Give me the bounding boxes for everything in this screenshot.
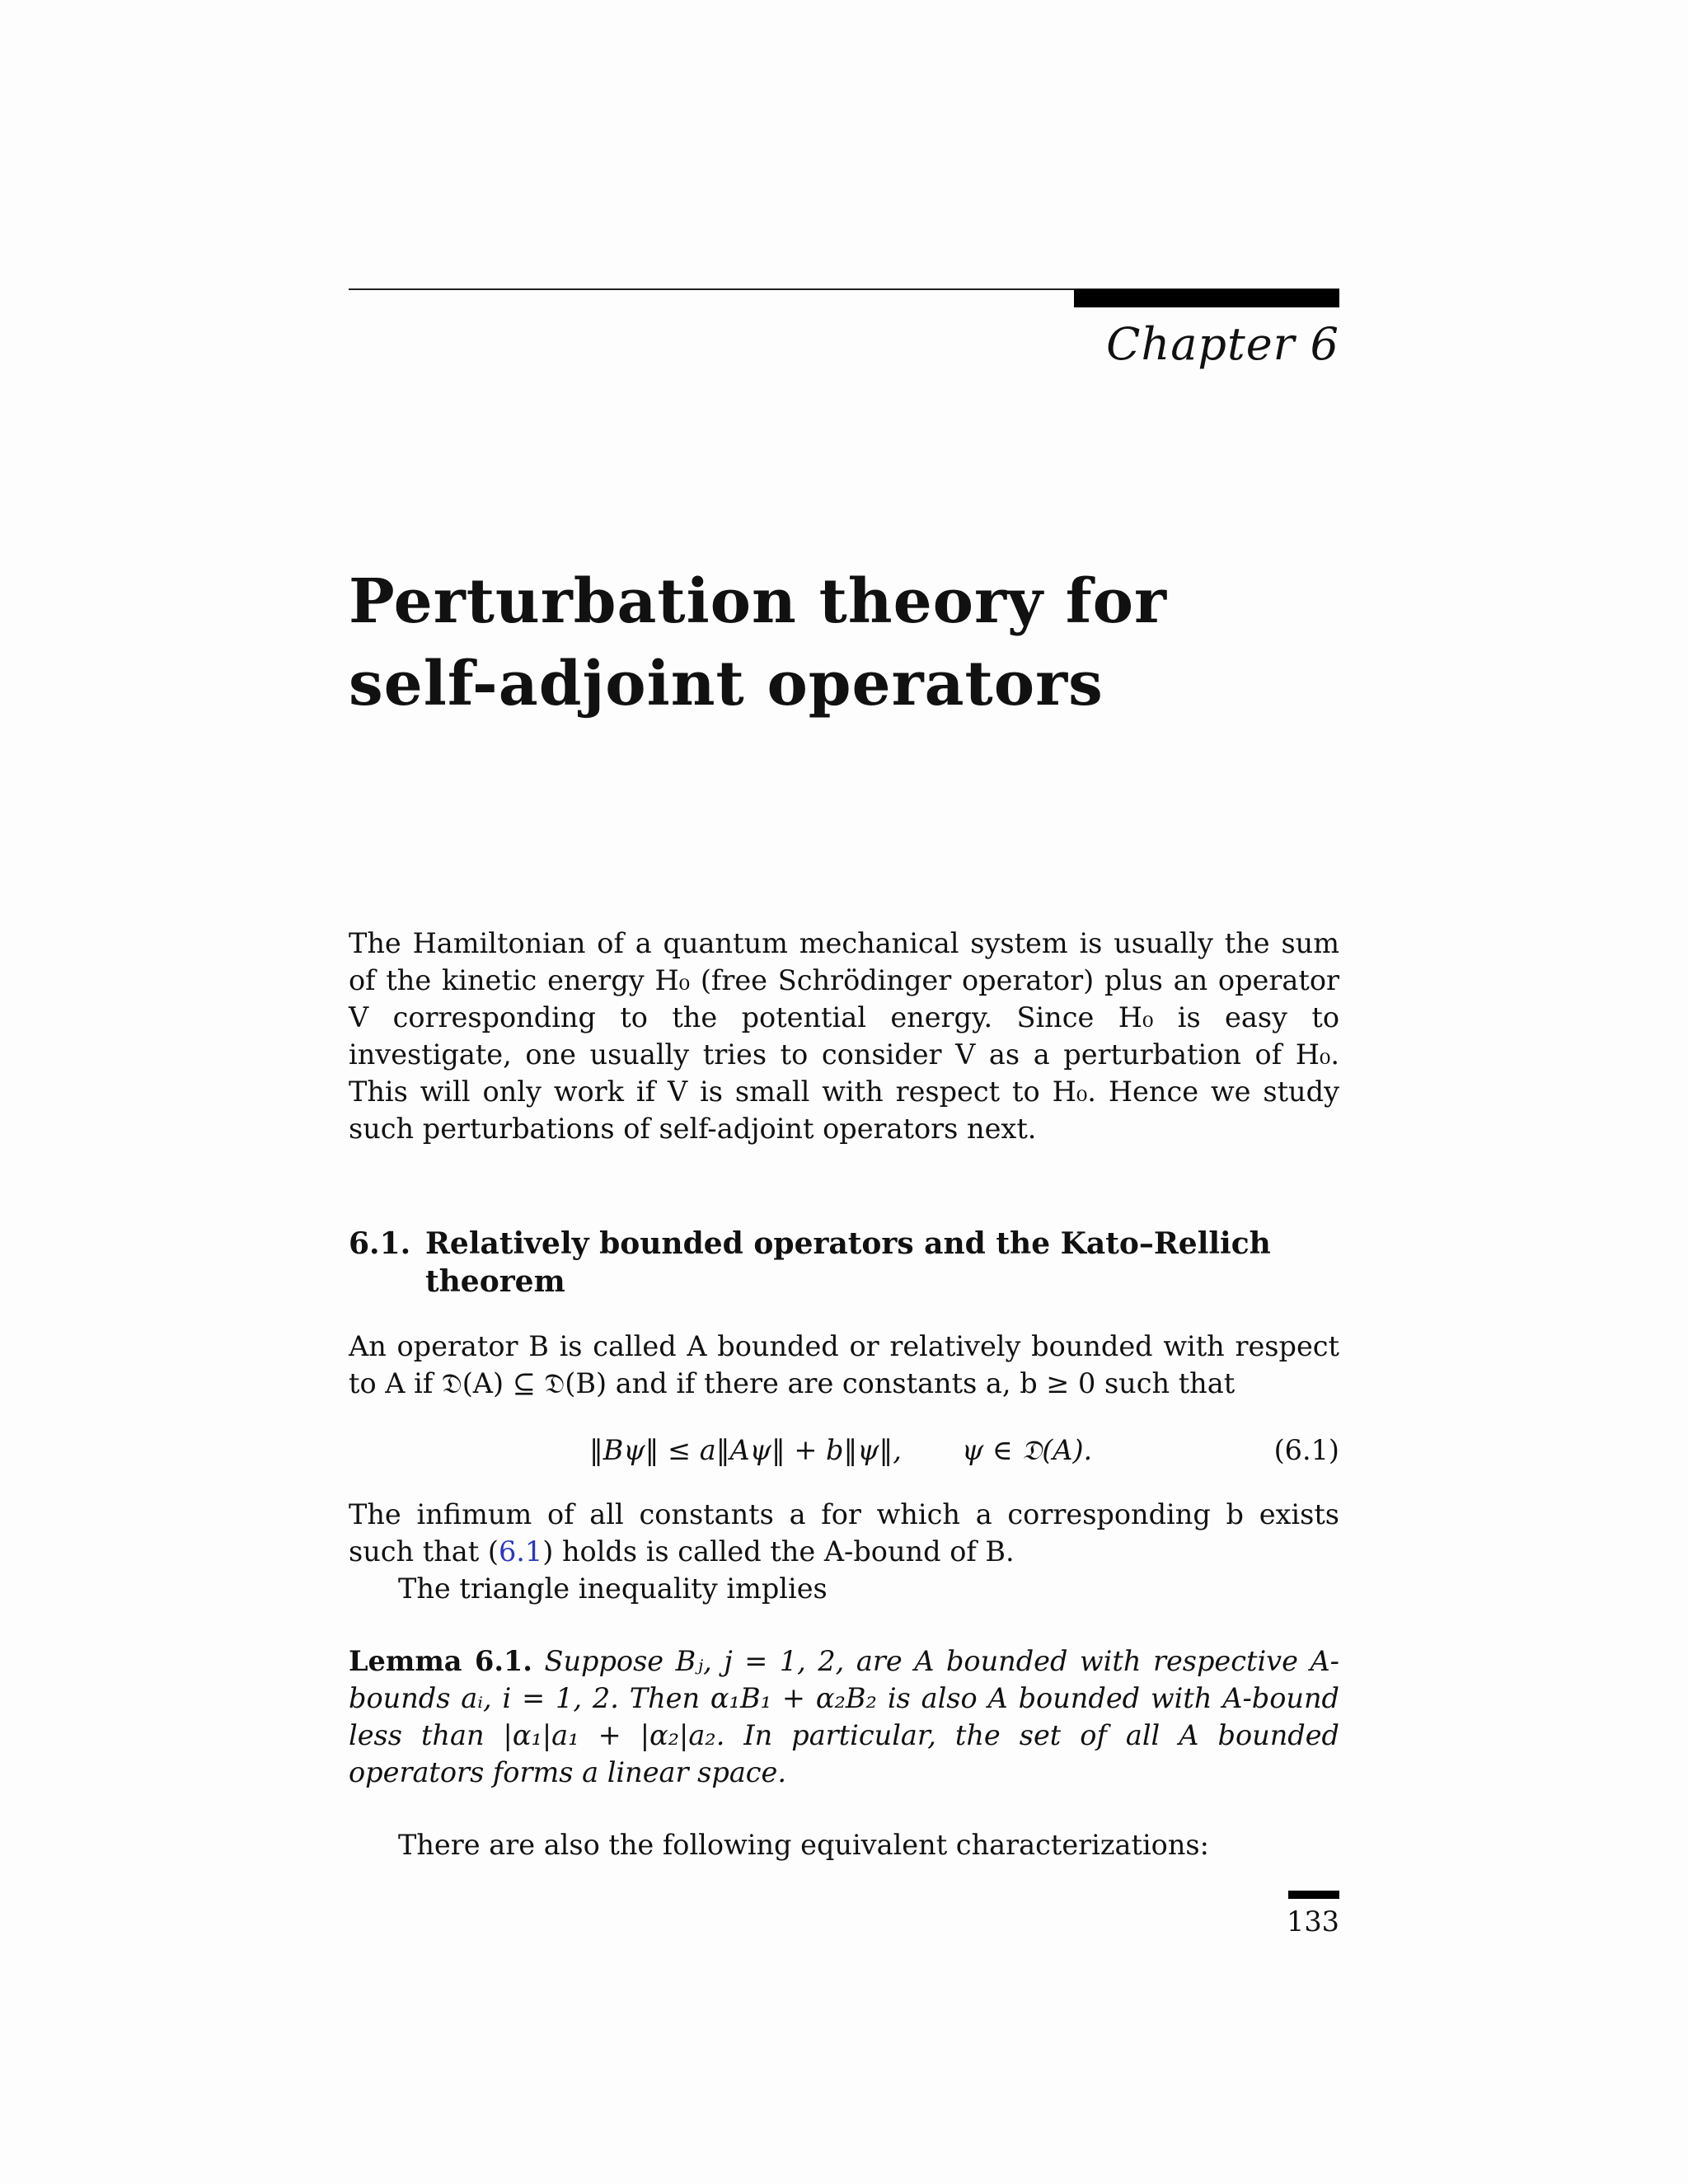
chapter-rule-bar: [1074, 289, 1339, 307]
definition-paragraph: [349, 1328, 1339, 1402]
lemma-label: Lemma 6.1.: [349, 1645, 532, 1677]
chapter-label: Chapter 6: [1106, 318, 1339, 370]
lemma-body: Suppose Bⱼ, j = 1, 2, are A bounded with respective A-bounds aᵢ, i = 1, 2. Then α₁B₁ + α₂B₂ is also A bounded with A-bound less than |α₁|a₁ + |α₂|a₂. In particular, the set of all A bounded operators forms a linear space.: [349, 1645, 1339, 1788]
section-title: Relatively bounded operators and the Kato–Rellich theorem: [425, 1226, 1271, 1299]
lemma-6-1: [349, 1643, 1339, 1791]
page-number-bar: [1288, 1891, 1339, 1899]
closing-text: There are also the following equivalent characterizations:: [398, 1829, 1209, 1861]
a-bound-definition-text: The infimum of all constants a for which a corresponding b exists such that (6.1) holds is called the A-bound of B.: [349, 1498, 1339, 1568]
chapter-title: [349, 560, 1420, 725]
chapter-title-line-1: Perturbation theory for: [349, 566, 1167, 637]
section-number: 6.1.: [349, 1226, 411, 1261]
definition-text: An operator B is called A bounded or relatively bounded with respect to A if 𝔇(A) ⊆ 𝔇(B) and if there are constants a, b ≥ 0 such that: [349, 1330, 1339, 1399]
closing-paragraph: [349, 1826, 1339, 1863]
equation-6-1: [349, 1432, 1339, 1469]
triangle-inequality-text: The triangle inequality implies: [398, 1572, 828, 1605]
equation-body: ‖Bψ‖ ≤ a‖Aψ‖ + b‖ψ‖,: [589, 1434, 902, 1466]
equation-reference-link[interactable]: 6.1: [498, 1535, 543, 1568]
chapter-title-line-2: self-adjoint operators: [349, 649, 1104, 719]
section-heading: [349, 1225, 1339, 1301]
intro-paragraph: [349, 925, 1339, 1147]
after-equation-paragraph: [349, 1496, 1339, 1607]
equation-condition: ψ ∈ 𝔇(A).: [962, 1434, 1093, 1466]
page-number: 133: [1287, 1905, 1339, 1938]
intro-text: The Hamiltonian of a quantum mechanical system is usually the sum of the kinetic energy H₀ (free Schrödinger operator) plus an operator V corresponding to the potential energy. Since H₀ is easy to investigate, one usually tries to consider V as a perturbation of H₀. This will only work if V is small with respect to H₀. Hence we study such perturbations of self-adjoint operators next.: [349, 927, 1339, 1145]
equation-number: (6.1): [1273, 1434, 1339, 1466]
